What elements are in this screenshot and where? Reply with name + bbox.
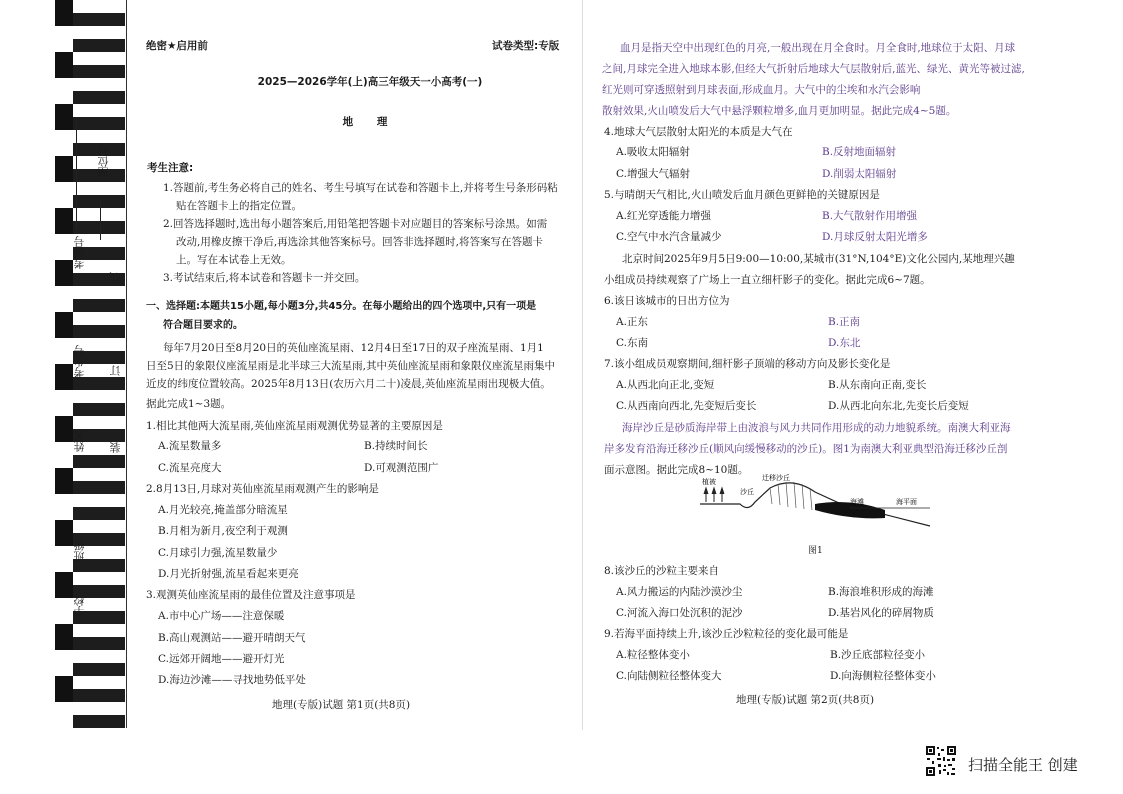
option: C.月球引力强,流星数量少: [158, 547, 278, 559]
vegetation-icon: [704, 488, 724, 502]
question-stem: 2.8月13日,月球对英仙座流星雨观测产生的影响是: [146, 483, 379, 495]
notice-item: 1.答题前,考生务必将自己的姓名、考生号填写在试卷和答题卡上,并将考生号条形码粘: [163, 182, 558, 194]
option: B.持续时间长: [364, 440, 428, 452]
passage-line: 每年7月20日至8月20日的英仙座流星雨、12月4日至17日的双子座流星雨、1月1: [163, 342, 544, 354]
seat-blank: [100, 200, 101, 240]
passage-line: 海岸沙丘是砂质海岸带上由波浪与风力共同作用形成的动力地貌系统。南澳大利亚海: [622, 422, 1011, 434]
notice-item: 上。写在本试卷上无效。: [176, 254, 292, 266]
name-label: 姓名: [73, 430, 86, 452]
option: C.远郊开阔地——避开灯光: [158, 653, 285, 665]
option: A.市中心广场——注意保暖: [158, 610, 285, 622]
option: B.从东南向正南,变长: [828, 379, 927, 391]
subject-title: 地 理: [342, 116, 398, 128]
option: A.红光穿透能力增强: [616, 210, 711, 222]
option: B.高山观测站——避开晴朗天气: [158, 632, 306, 644]
figure-label-migrating: 迁移沙丘: [762, 474, 790, 482]
section-heading: 一、选择题:本题共15小题,每小题3分,共45分。在每小题给出的四个选项中,只有一项是: [146, 301, 537, 312]
option: C.空气中水汽含量减少: [616, 231, 722, 243]
passage-line: 北京时间2025年9月5日9:00—10:00,某城市(31°N,104°E)文化公园内,某地理兴趣: [622, 253, 1015, 265]
option: A.吸收太阳辐射: [616, 146, 690, 158]
qr-code-icon: [925, 745, 957, 777]
passage-line: 据此完成1~3题。: [146, 398, 232, 410]
scanner-watermark: 扫描全能王 创建: [968, 756, 1078, 774]
passage-line: 散射效果,火山喷发后大气中悬浮颗粒增多,血月更加明显。据此完成4~5题。: [602, 105, 957, 117]
question-stem: 4.地球大气层散射太阳光的本质是大气在: [604, 126, 793, 138]
line-mark: 线: [109, 272, 122, 283]
option: A.从西北向正北,变短: [616, 379, 715, 391]
option: B.沙丘底部粒径变小: [830, 649, 926, 661]
option: D.月光折射强,流星看起来更亮: [158, 568, 299, 580]
binding-bars: [55, 0, 73, 728]
option: D.月球反射太阳光增多: [822, 231, 928, 243]
question-stem: 6.该日该城市的日出方位为: [604, 295, 730, 307]
figure-label-vegetation: 植被: [702, 478, 716, 486]
option: C.增强大气辐射: [616, 168, 690, 180]
option: B.大气散射作用增强: [822, 210, 918, 222]
option: C.流星亮度大: [158, 462, 222, 474]
option: A.粒径整体变小: [616, 649, 690, 661]
binding-line: [126, 0, 127, 728]
section-heading-cont: 符合题目要求的。: [163, 320, 243, 331]
secret-label: 绝密★启用前: [146, 40, 208, 52]
room-blank: [76, 120, 77, 230]
option: D.基岩风化的碎屑物质: [828, 607, 934, 619]
passage-line: 面示意图。据此完成8~10题。: [604, 464, 749, 476]
option: C.河流入海口处沉积的泥沙: [616, 607, 743, 619]
question-stem: 5.与晴朗天气相比,火山喷发后血月颜色更鲜艳的关键原因是: [604, 189, 880, 201]
passage-line: 之间,月球完全进入地球本影,但经大气折射后地球大气层散射后,蓝光、绿光、黄光等被过滤,: [602, 63, 1025, 75]
notice-item: 3.考试结束后,将本试卷和答题卡一并交回。: [163, 272, 366, 284]
option: B.月相为新月,夜空利于观测: [158, 525, 288, 537]
paper-type: 试卷类型:专版: [492, 40, 560, 52]
passage-line: 血月是指天空中出现红色的月亮,一般出现在月全食时。月全食时,地球位于太阳、月球: [620, 42, 1016, 54]
passage-line: 小组成员持续观察了广场上一直立细杆影子的变化。据此完成6~7题。: [604, 274, 931, 286]
exam-title: 2025—2026学年(上)高三年级天一小高考(一): [257, 76, 483, 88]
option: D.东北: [828, 337, 861, 349]
option: D.向海侧粒径整体变小: [830, 670, 936, 682]
binding-strip: [55, 0, 125, 728]
option: D.海边沙滩——寻找地势低平处: [158, 674, 306, 686]
passage-line: 岸多发育沿海迁移沙丘(顺风向缓慢移动的沙丘)。图1为南澳大利亚典型沿海迁移沙丘剖: [604, 443, 1008, 455]
figure-caption: 图1: [808, 546, 823, 556]
page-divider: [582, 0, 583, 730]
figure-label-dune: 沙丘: [740, 488, 754, 496]
option: A.月光较亮,掩盖部分暗流星: [158, 504, 288, 516]
passage-line: 日至5日的象限仪座流星雨是北半球三大流星雨,其中英仙座流星雨和象限仪座流星雨集中: [146, 360, 556, 372]
figure-label-beach: 海滩: [850, 498, 864, 506]
question-stem: 7.该小组成员观察期间,细杆影子顶端的移动方向及影长变化是: [604, 358, 891, 370]
option: D.从西北向东北,先变长后变短: [828, 400, 969, 412]
option: D.可观测范围广: [364, 462, 439, 474]
option: C.从西南向西北,先变短后变长: [616, 400, 757, 412]
notice-item: 改动,用橡皮擦干净后,再选涂其他答案标号。回答非选择题时,将答案写在答题卡: [176, 236, 544, 248]
option: D.削弱太阳辐射: [822, 168, 897, 180]
notice-item: 贴在答题卡上的指定位置。: [176, 200, 302, 212]
page-footer-right: 地理(专版)试题 第2页(共8页): [736, 694, 875, 706]
option: C.向陆侧粒径整体变大: [616, 670, 722, 682]
passage-line: 红光则可穿透照射到月球表面,形成血月。大气中的尘埃和水汽会影响: [602, 84, 921, 96]
school-label: 学校: [73, 595, 86, 617]
option: A.流星数量多: [158, 440, 222, 452]
question-stem: 3.观测英仙座流星雨的最佳位置及注意事项是: [146, 589, 356, 601]
seat-label: 座位号: [97, 145, 110, 178]
question-stem: 8.该沙丘的沙粒主要来自: [604, 565, 720, 577]
passage-line: 近皮的纬度位置较高。2025年8月13日(农历六月二十)凌晨,英仙座流星雨出现极大值。: [146, 378, 551, 390]
option: B.反射地面辐射: [822, 146, 897, 158]
notice-item: 2.回答选择题时,选出每小题答案后,用铅笔把答题卡对应题目的答案标号涂黑。如需: [163, 218, 548, 230]
option: C.东南: [616, 337, 648, 349]
bind-mark: 装: [109, 442, 122, 453]
option: A.正东: [616, 316, 648, 328]
question-stem: 1.相比其他两大流星雨,英仙座流星雨观测优势显著的主要原因是: [146, 420, 443, 432]
dune-profile-figure: [700, 472, 940, 542]
figure-label-sealevel: 海平面: [896, 498, 917, 506]
option: B.正南: [828, 316, 861, 328]
page-footer-left: 地理(专版)试题 第1页(共8页): [272, 699, 411, 711]
option: B.海浪堆积形成的海滩: [828, 586, 934, 598]
option: A.风力搬运的内陆沙漠沙尘: [616, 586, 743, 598]
candidate-label: 考生号: [73, 345, 86, 378]
notice-title: 考生注意:: [147, 162, 194, 174]
question-stem: 9.若海平面持续上升,该沙丘沙粒粒径的变化最可能是: [604, 628, 849, 640]
staple-mark: 订: [109, 365, 122, 376]
room-label: 考场号: [73, 236, 86, 269]
class-label: 班级: [73, 540, 86, 562]
